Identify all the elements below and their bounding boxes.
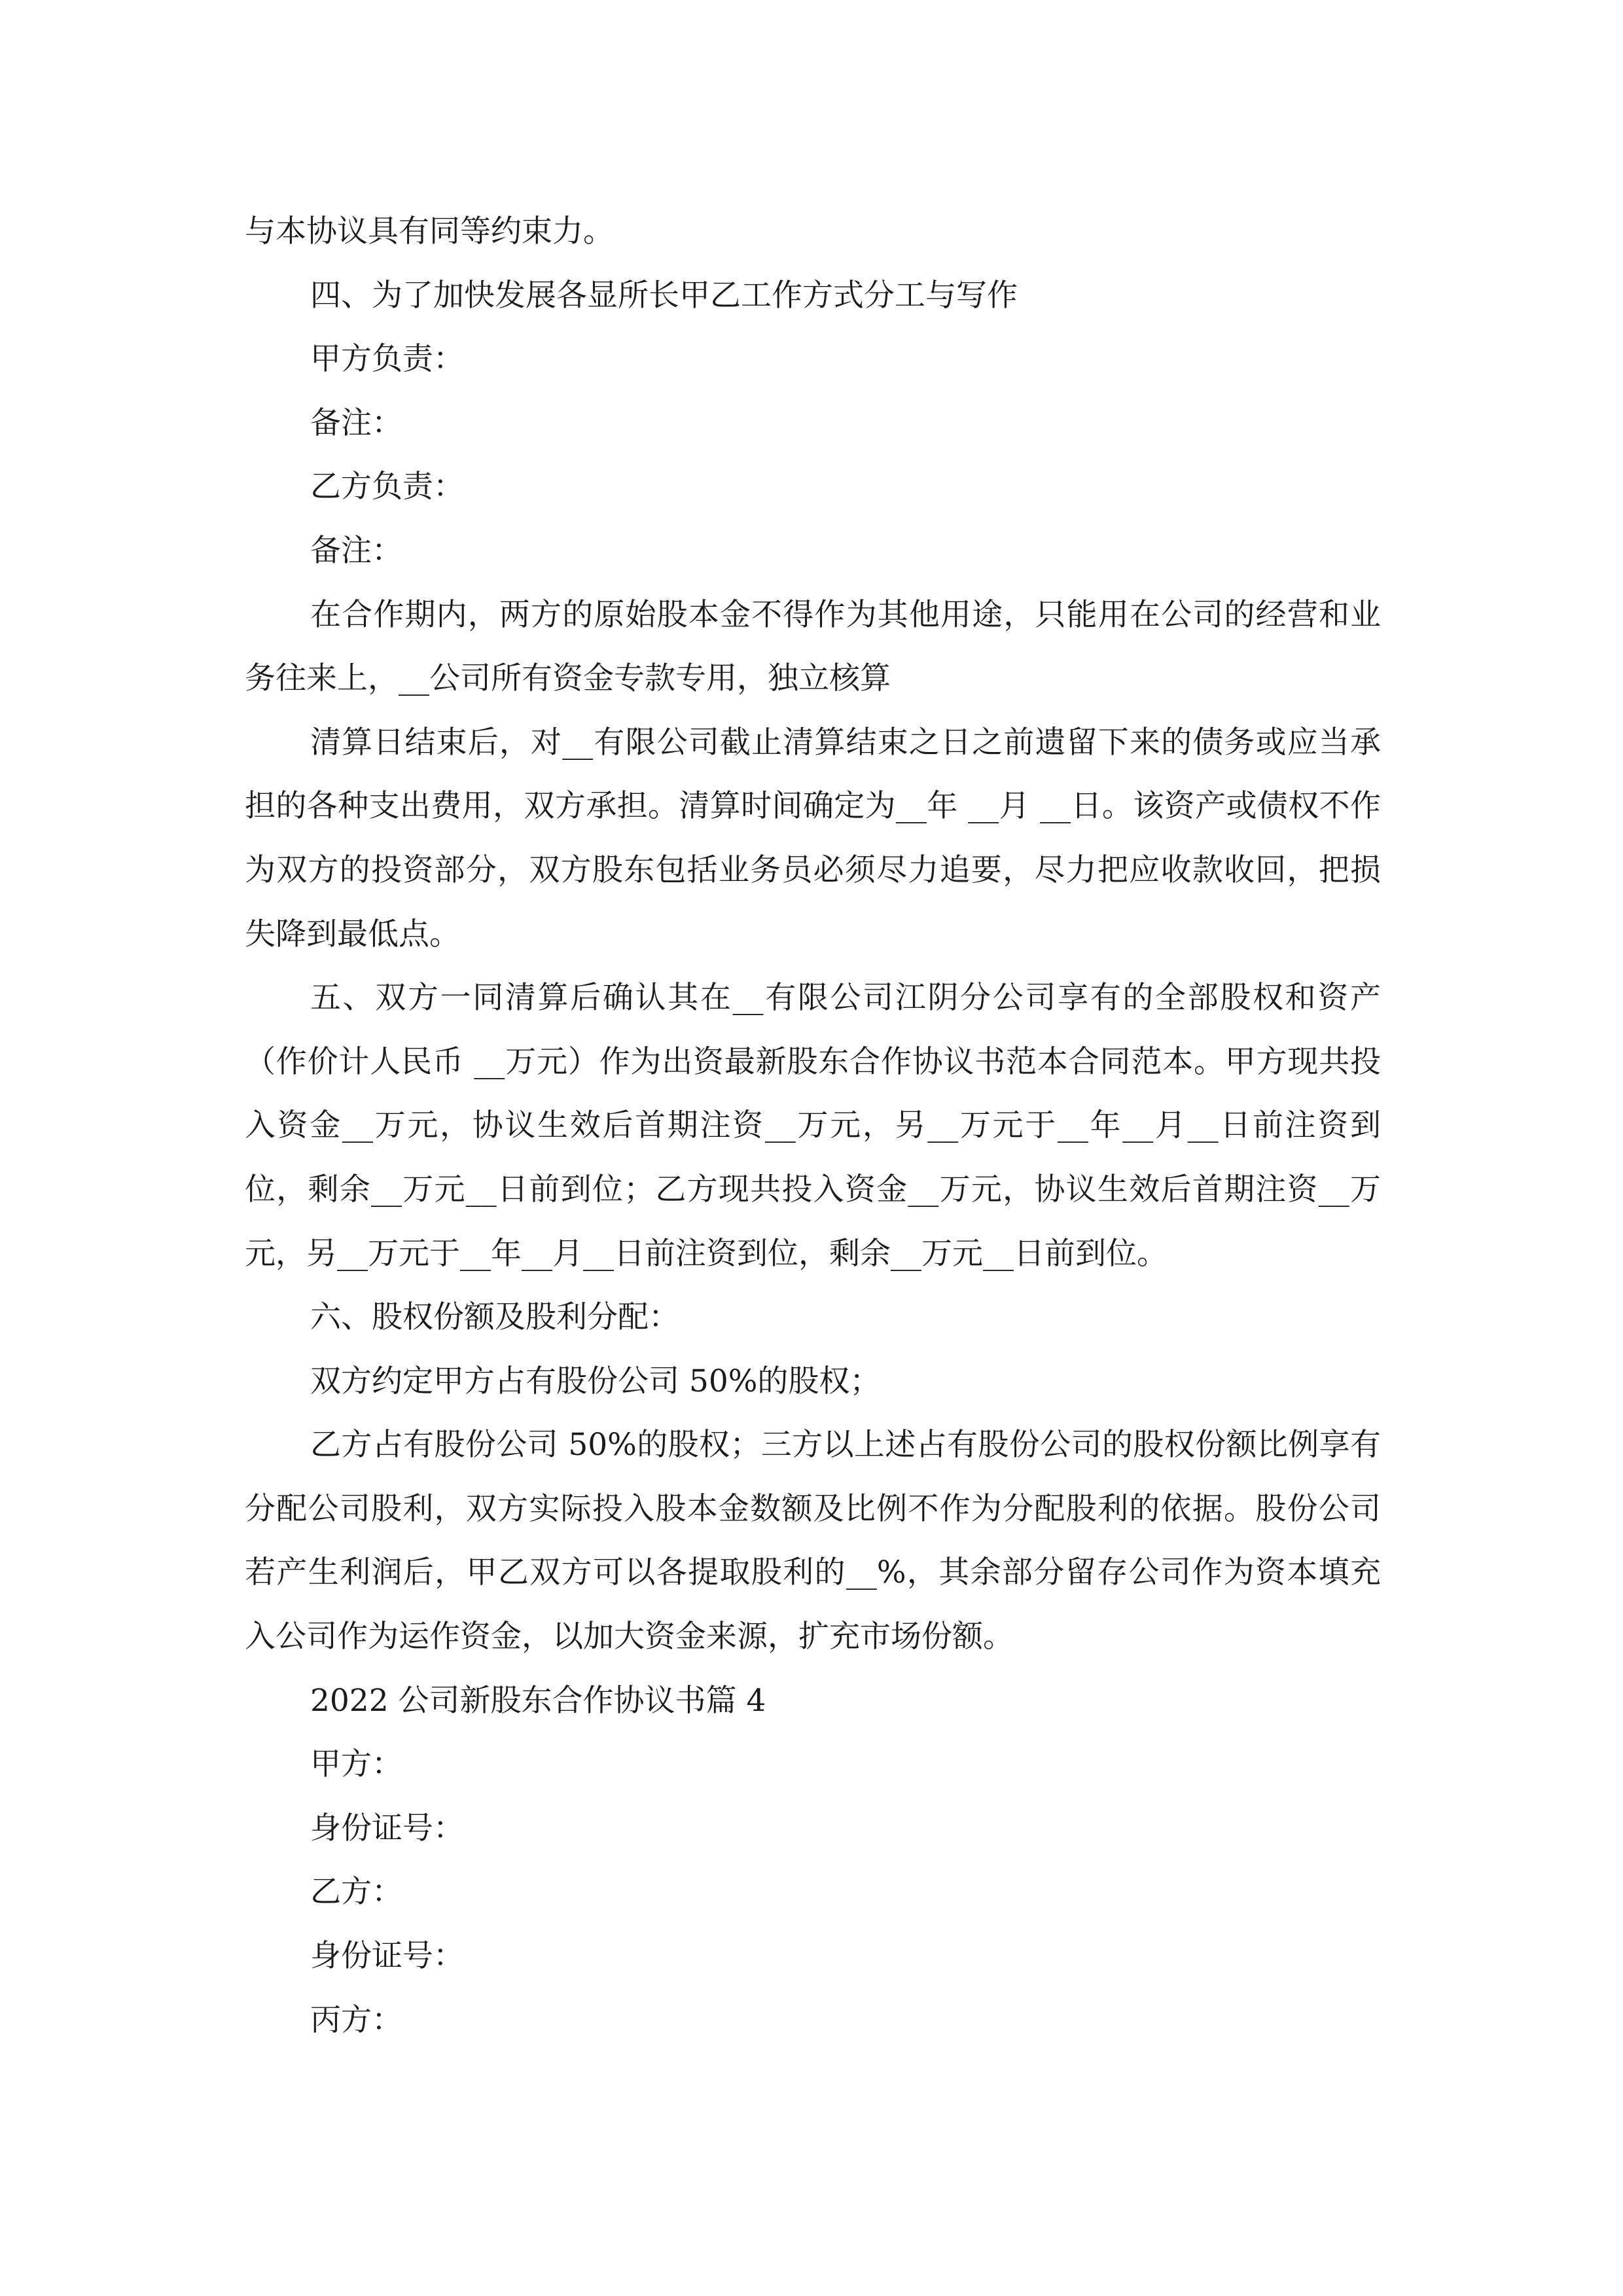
section-heading-4: 四、为了加快发展各显所长甲乙工作方式分工与写作 [310, 277, 1018, 314]
paragraph: 与本协议具有同等约束力。 [245, 213, 614, 249]
paragraph: 乙方占有股份公司 50%的股权；三方以上述占有股份公司的股权份额比例享有分配公司股利，双方实际投入股本金数额及比例不作为分配股利的依据。股份公司若产生利润后，甲乙双方可以各提取股利的__%，其余部分留存公司作为资本填充入公司作为运作资金，以加大资金来源，扩充市场份额。 [245, 1427, 1381, 1655]
paragraph: 备注： [310, 404, 402, 441]
document-body [245, 200, 1381, 2052]
paragraph: 乙方负责： [310, 469, 464, 505]
id-number-label: 身份证号： [310, 1810, 464, 1846]
paragraph: 甲方负责： [310, 341, 464, 378]
section-heading-6: 六、股权份额及股利分配： [310, 1299, 679, 1336]
paragraph: 在合作期内，两方的原始股本金不得作为其他用途，只能用在公司的经营和业务往来上，__公司所有资金专款专用，独立核算 [245, 596, 1381, 697]
id-number-label: 身份证号： [310, 1938, 464, 1975]
paragraph: 备注： [310, 532, 402, 569]
section-paragraph-5: 五、双方一同清算后确认其在__有限公司江阴分公司享有的全部股权和资产（作价计人民币 __万元）作为出资最新股东合作协议书范本合同范本。甲方现共投入资金__万元，协议生效后首期注资__万元，另__万元于__年__月__日前注资到位，剩余__万元__日前到位；乙方现共投入资金__万元，协议生效后首期注资__万元，另__万元于__年__月__日前注资到位，剩余__万元__日前到位。 [245, 980, 1381, 1272]
party-b-label: 乙方： [310, 1874, 402, 1910]
paragraph: 清算日结束后，对__有限公司截止清算结束之日之前遗留下来的债务或应当承担的各种支出费用，双方承担。清算时间确定为__年 __月 __日。该资产或债权不作为双方的投资部分，双方股东包括业务员必须尽力追要，尽力把应收款收回，把损失降到最低点。 [245, 724, 1381, 952]
document-section-title: 2022 公司新股东合作协议书篇 4 [310, 1682, 766, 1719]
party-a-label: 甲方： [310, 1746, 402, 1783]
party-c-label: 丙方： [310, 2001, 402, 2038]
paragraph: 双方约定甲方占有股份公司 50%的股权； [310, 1363, 881, 1399]
